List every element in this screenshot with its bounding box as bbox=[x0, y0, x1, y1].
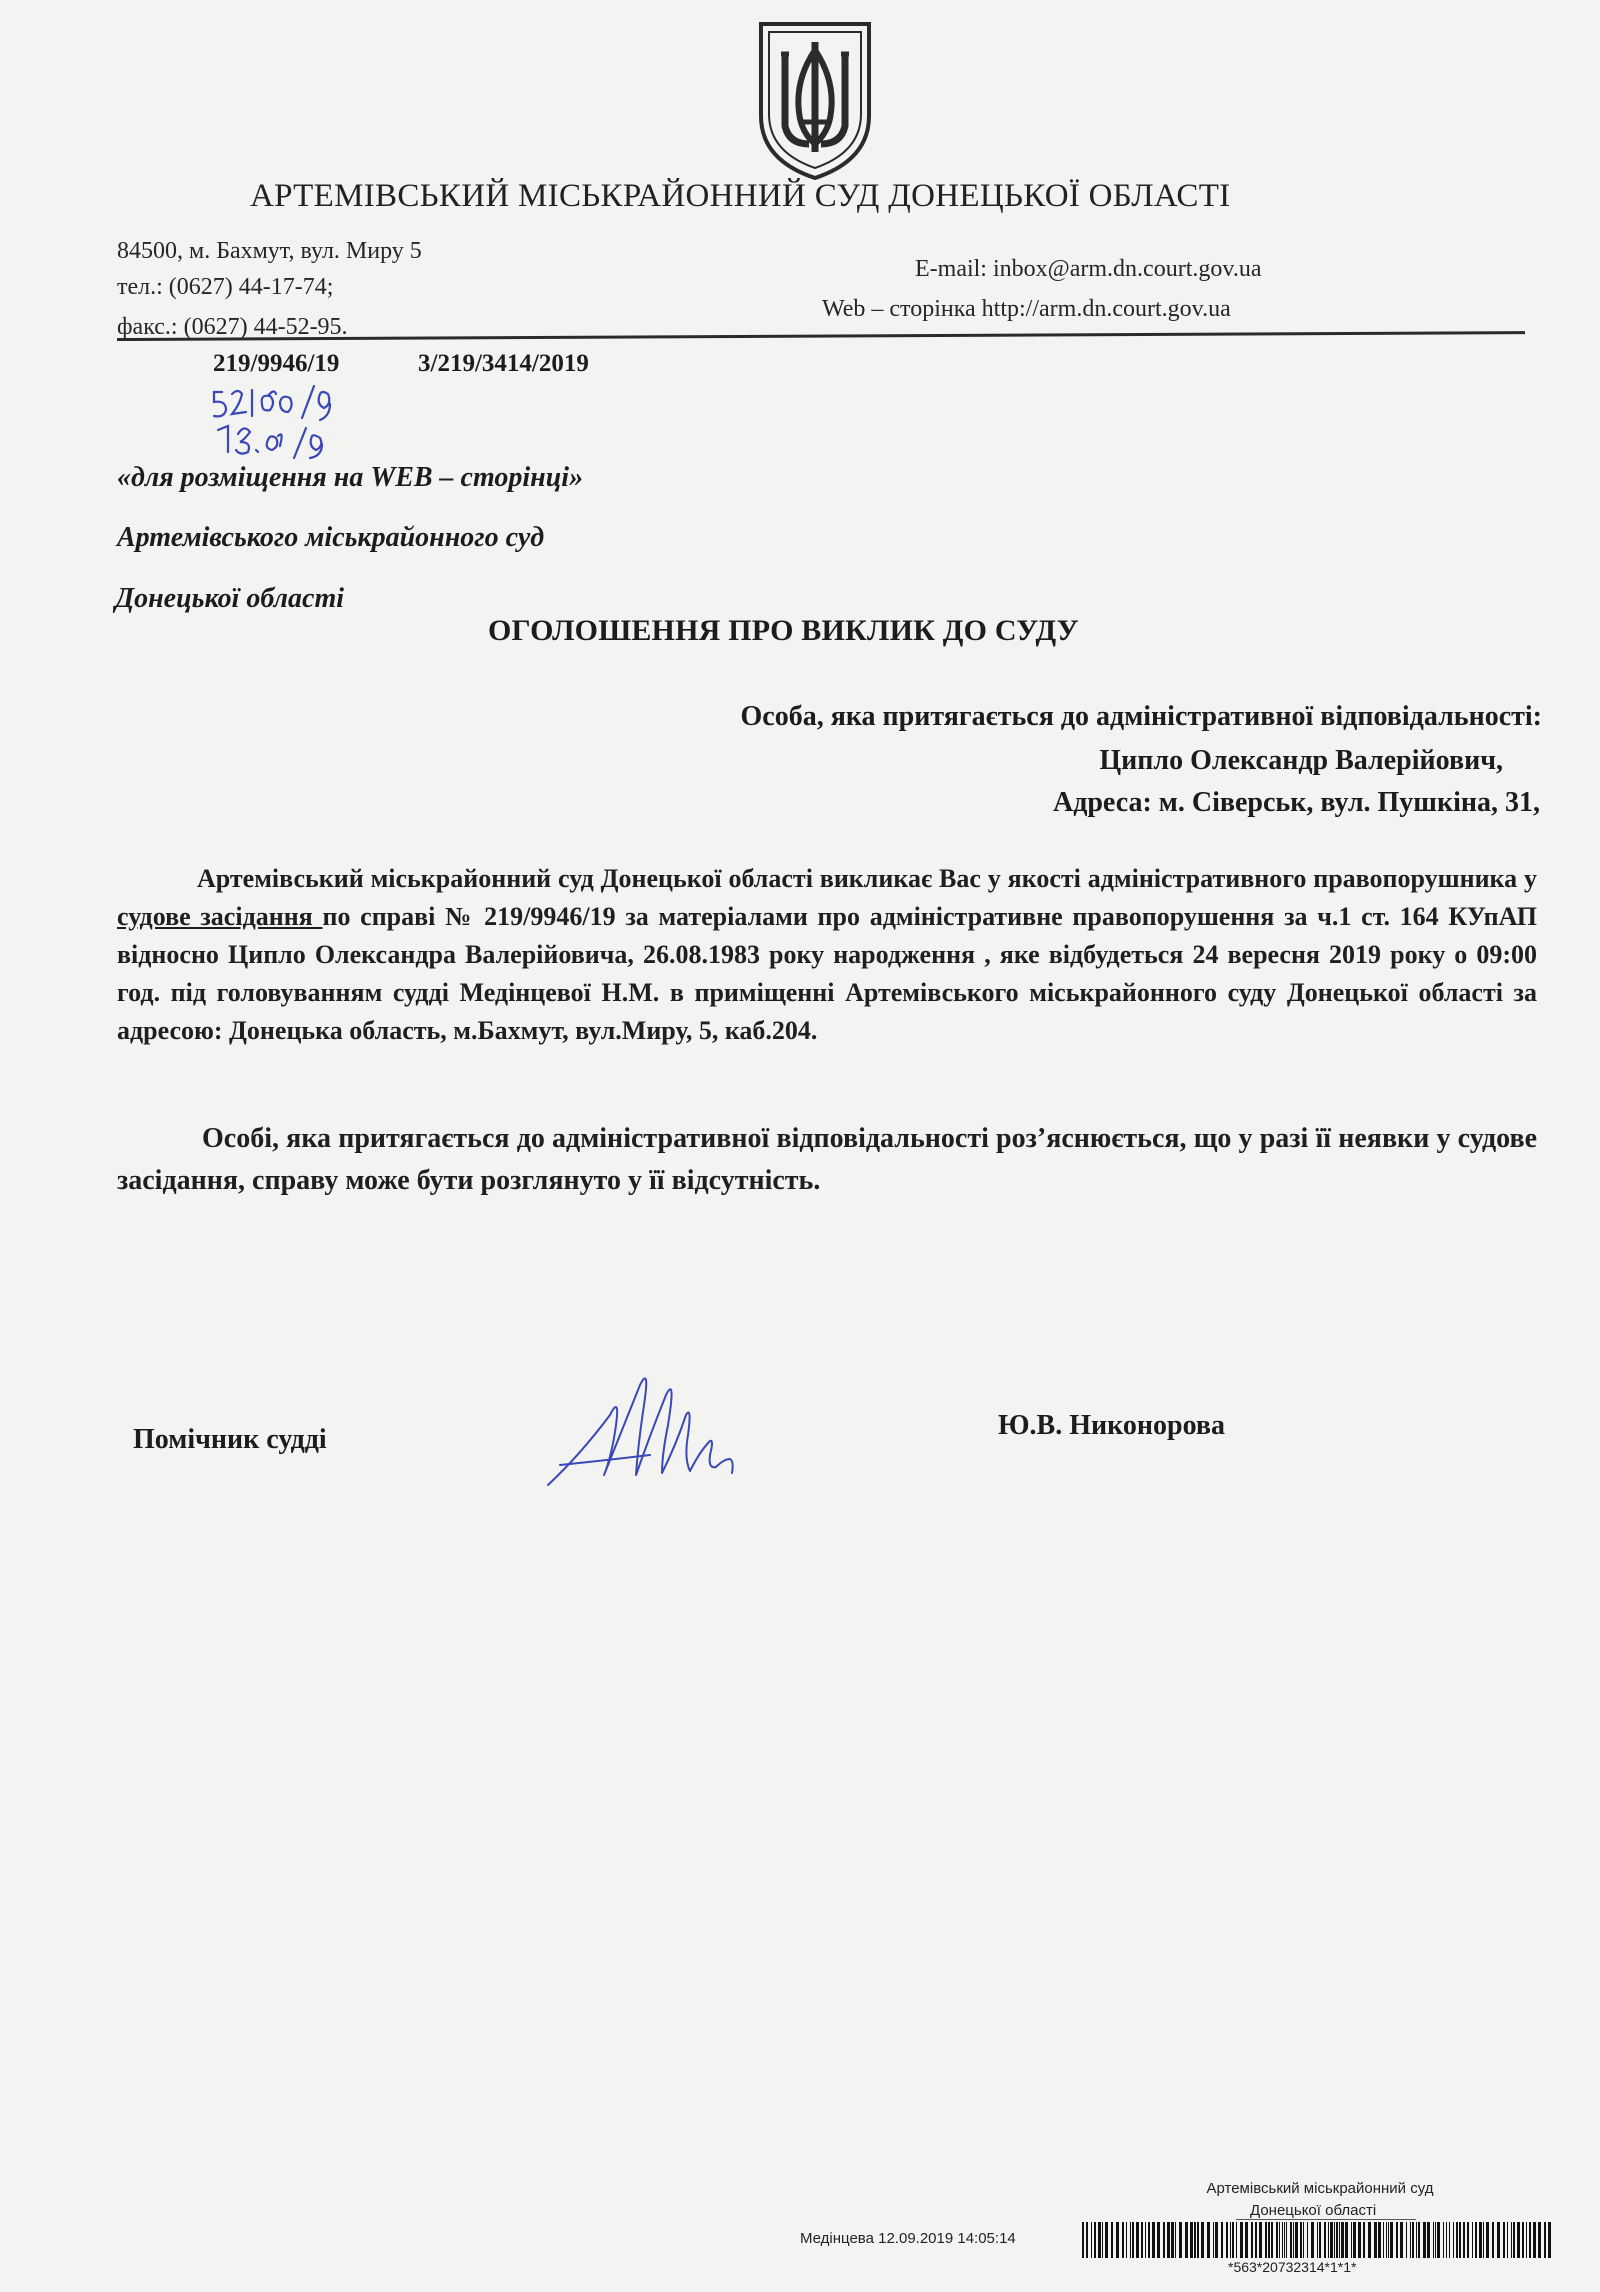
court-title: АРТЕМІВСЬКИЙ МІСЬКРАЙОННИЙ СУД ДОНЕЦЬКОЇ ОБЛАСТІ bbox=[250, 178, 1231, 214]
summons-paragraph bbox=[117, 860, 1537, 1050]
stamp-divider bbox=[1236, 2219, 1416, 2220]
recipient-line-1: Артемівського міськрайонного суд bbox=[117, 522, 545, 553]
handwritten-signature bbox=[540, 1355, 770, 1515]
handwritten-registration-mark bbox=[210, 380, 400, 460]
registration-stamp-meta: Медінцева 12.09.2019 14:05:14 bbox=[800, 2230, 1016, 2247]
proceeding-number: 3/219/3414/2019 bbox=[418, 350, 589, 377]
party-name: Ципло Олександр Валерійович, bbox=[1099, 745, 1503, 776]
registration-stamp-court bbox=[1170, 2178, 1470, 2222]
party-address: Адреса: м. Сіверськ, вул. Пушкіна, 31, bbox=[1052, 787, 1540, 818]
stamp-court-line-1: Артемівський міськрайонний суд bbox=[1206, 2180, 1434, 2197]
summons-text-start: Артемівський міськрайонний суд Донецької області викликає Вас у якості адміністративного правопорушника у bbox=[197, 864, 1537, 893]
recipient-line-2: Донецької області bbox=[115, 583, 345, 614]
court-fax: факс.: (0627) 44-52-95. bbox=[117, 314, 348, 340]
signer-name: Ю.В. Никонорова bbox=[998, 1410, 1226, 1441]
absence-notice-paragraph: Особі, яка притягається до адміністративної відповідальності роз’яснюється, що у разі її неявки у судове засідання, справу може бути розглянуто у її відсутність. bbox=[117, 1123, 1537, 1196]
barcode-image bbox=[1080, 2222, 1555, 2258]
court-email: E-mail: inbox@arm.dn.court.gov.ua bbox=[915, 256, 1262, 282]
summons-text-underlined: судове засідання bbox=[117, 902, 323, 931]
court-website: Web – сторінка http://arm.dn.court.gov.ua bbox=[822, 296, 1231, 322]
court-address: 84500, м. Бахмут, вул. Миру 5 bbox=[117, 238, 422, 264]
web-publication-note: «для розміщення на WEB – сторінці» bbox=[117, 462, 584, 493]
party-label: Особа, яка притягається до адміністративної відповідальності: bbox=[740, 701, 1542, 732]
signer-role: Помічник судді bbox=[133, 1424, 327, 1455]
coat-of-arms-icon bbox=[755, 20, 875, 182]
stamp-court-line-2: Донецької області bbox=[1250, 2202, 1377, 2219]
case-number: 219/9946/19 bbox=[213, 350, 340, 377]
document-title: ОГОЛОШЕННЯ ПРО ВИКЛИК ДО СУДУ bbox=[488, 614, 1079, 647]
court-phone: тел.: (0627) 44-17-74; bbox=[117, 274, 334, 300]
summons-text-end: по справі № 219/9946/19 за матеріалами про адміністративне правопорушення за ч.1 ст. 164 КУпАП відносно Ципло Олександра Валерійовича, 26.08.1983 року народження , яке відбудеться 24 вересня 2019 року о 09:00 год. під головуванням судді Медінцевої Н.М. в приміщенні Артемівського міськрайонного суду Донецької області за адресою: Донецька область, м.Бахмут, вул.Миру, 5, каб.204. bbox=[117, 902, 1537, 1045]
barcode-text: *563*20732314*1*1* bbox=[1228, 2259, 1357, 2275]
